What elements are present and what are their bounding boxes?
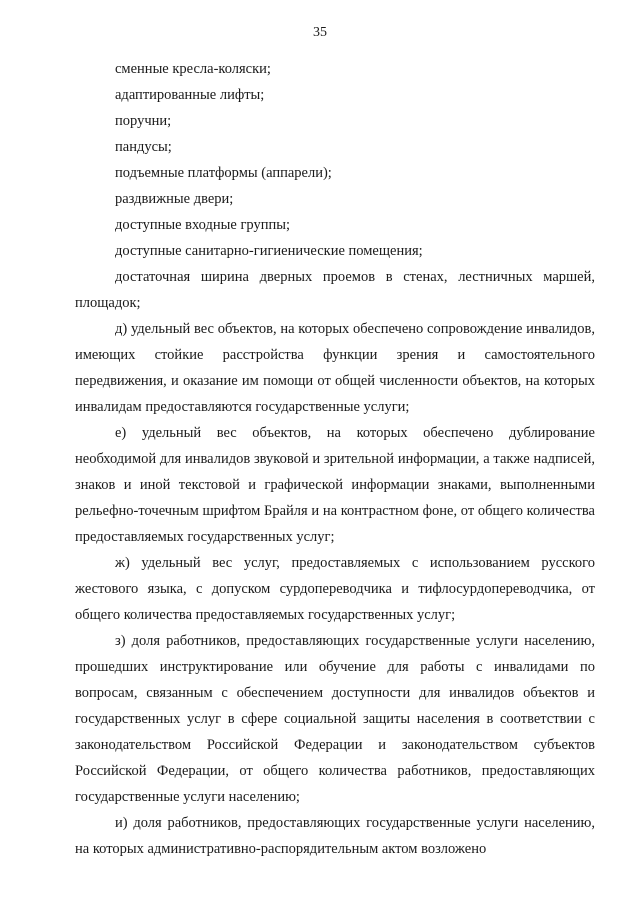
list-item: поручни;: [115, 113, 172, 129]
paragraph-d: д) удельный вес объектов, на которых обеспечено сопровождение инвалидов, имеющих стойкие расстройства функции зрения и самостоятельного передвижения, и оказание им помощи от общей численности объектов, на которых инвалидам предоставляются государственные услуги;: [75, 321, 595, 415]
paragraph-z: з) доля работников, предоставляющих государственные услуги населению, прошедших инструктирование или обучение для работы с инвалидами по вопросам, связанным с обеспечением доступности для инвалидов объектов и государственных услуг в сфере социальной защиты населения в соответствии с законодательством Российской Федерации и законодательством субъектов Российской Федерации, от общего количества работников, предоставляющих государственные услуги населению;: [75, 633, 595, 805]
list-item: раздвижные двери;: [115, 191, 234, 207]
page-number: 35: [313, 25, 327, 40]
document-body: [75, 56, 595, 862]
paragraph-door-width: достаточная ширина дверных проемов в стенах, лестничных маршей, площадок;: [75, 269, 595, 311]
paragraph-zh: ж) удельный вес услуг, предоставляемых с использованием русского жестового языка, с допуском сурдопереводчика и тифлосурдопереводчика, от общего количества предоставляемых государственных услуг;: [75, 555, 595, 623]
list-item: сменные кресла-коляски;: [115, 61, 271, 77]
list-item: адаптированные лифты;: [115, 87, 265, 103]
paragraph-e: е) удельный вес объектов, на которых обеспечено дублирование необходимой для инвалидов звуковой и зрительной информации, а также надписей, знаков и иной текстовой и графической информации знаками, выполненными рельефно-точечным шрифтом Брайля и на контрастном фоне, от общего количества предоставляемых государственных услуг;: [75, 425, 595, 545]
paragraph-i: и) доля работников, предоставляющих государственные услуги населению, на которых административно-распорядительным актом возложено: [75, 815, 595, 857]
list-item: доступные санитарно-гигиенические помещения;: [115, 243, 423, 259]
list-item: доступные входные группы;: [115, 217, 291, 233]
list-item: пандусы;: [115, 139, 172, 155]
list-item: подъемные платформы (аппарели);: [115, 165, 332, 181]
